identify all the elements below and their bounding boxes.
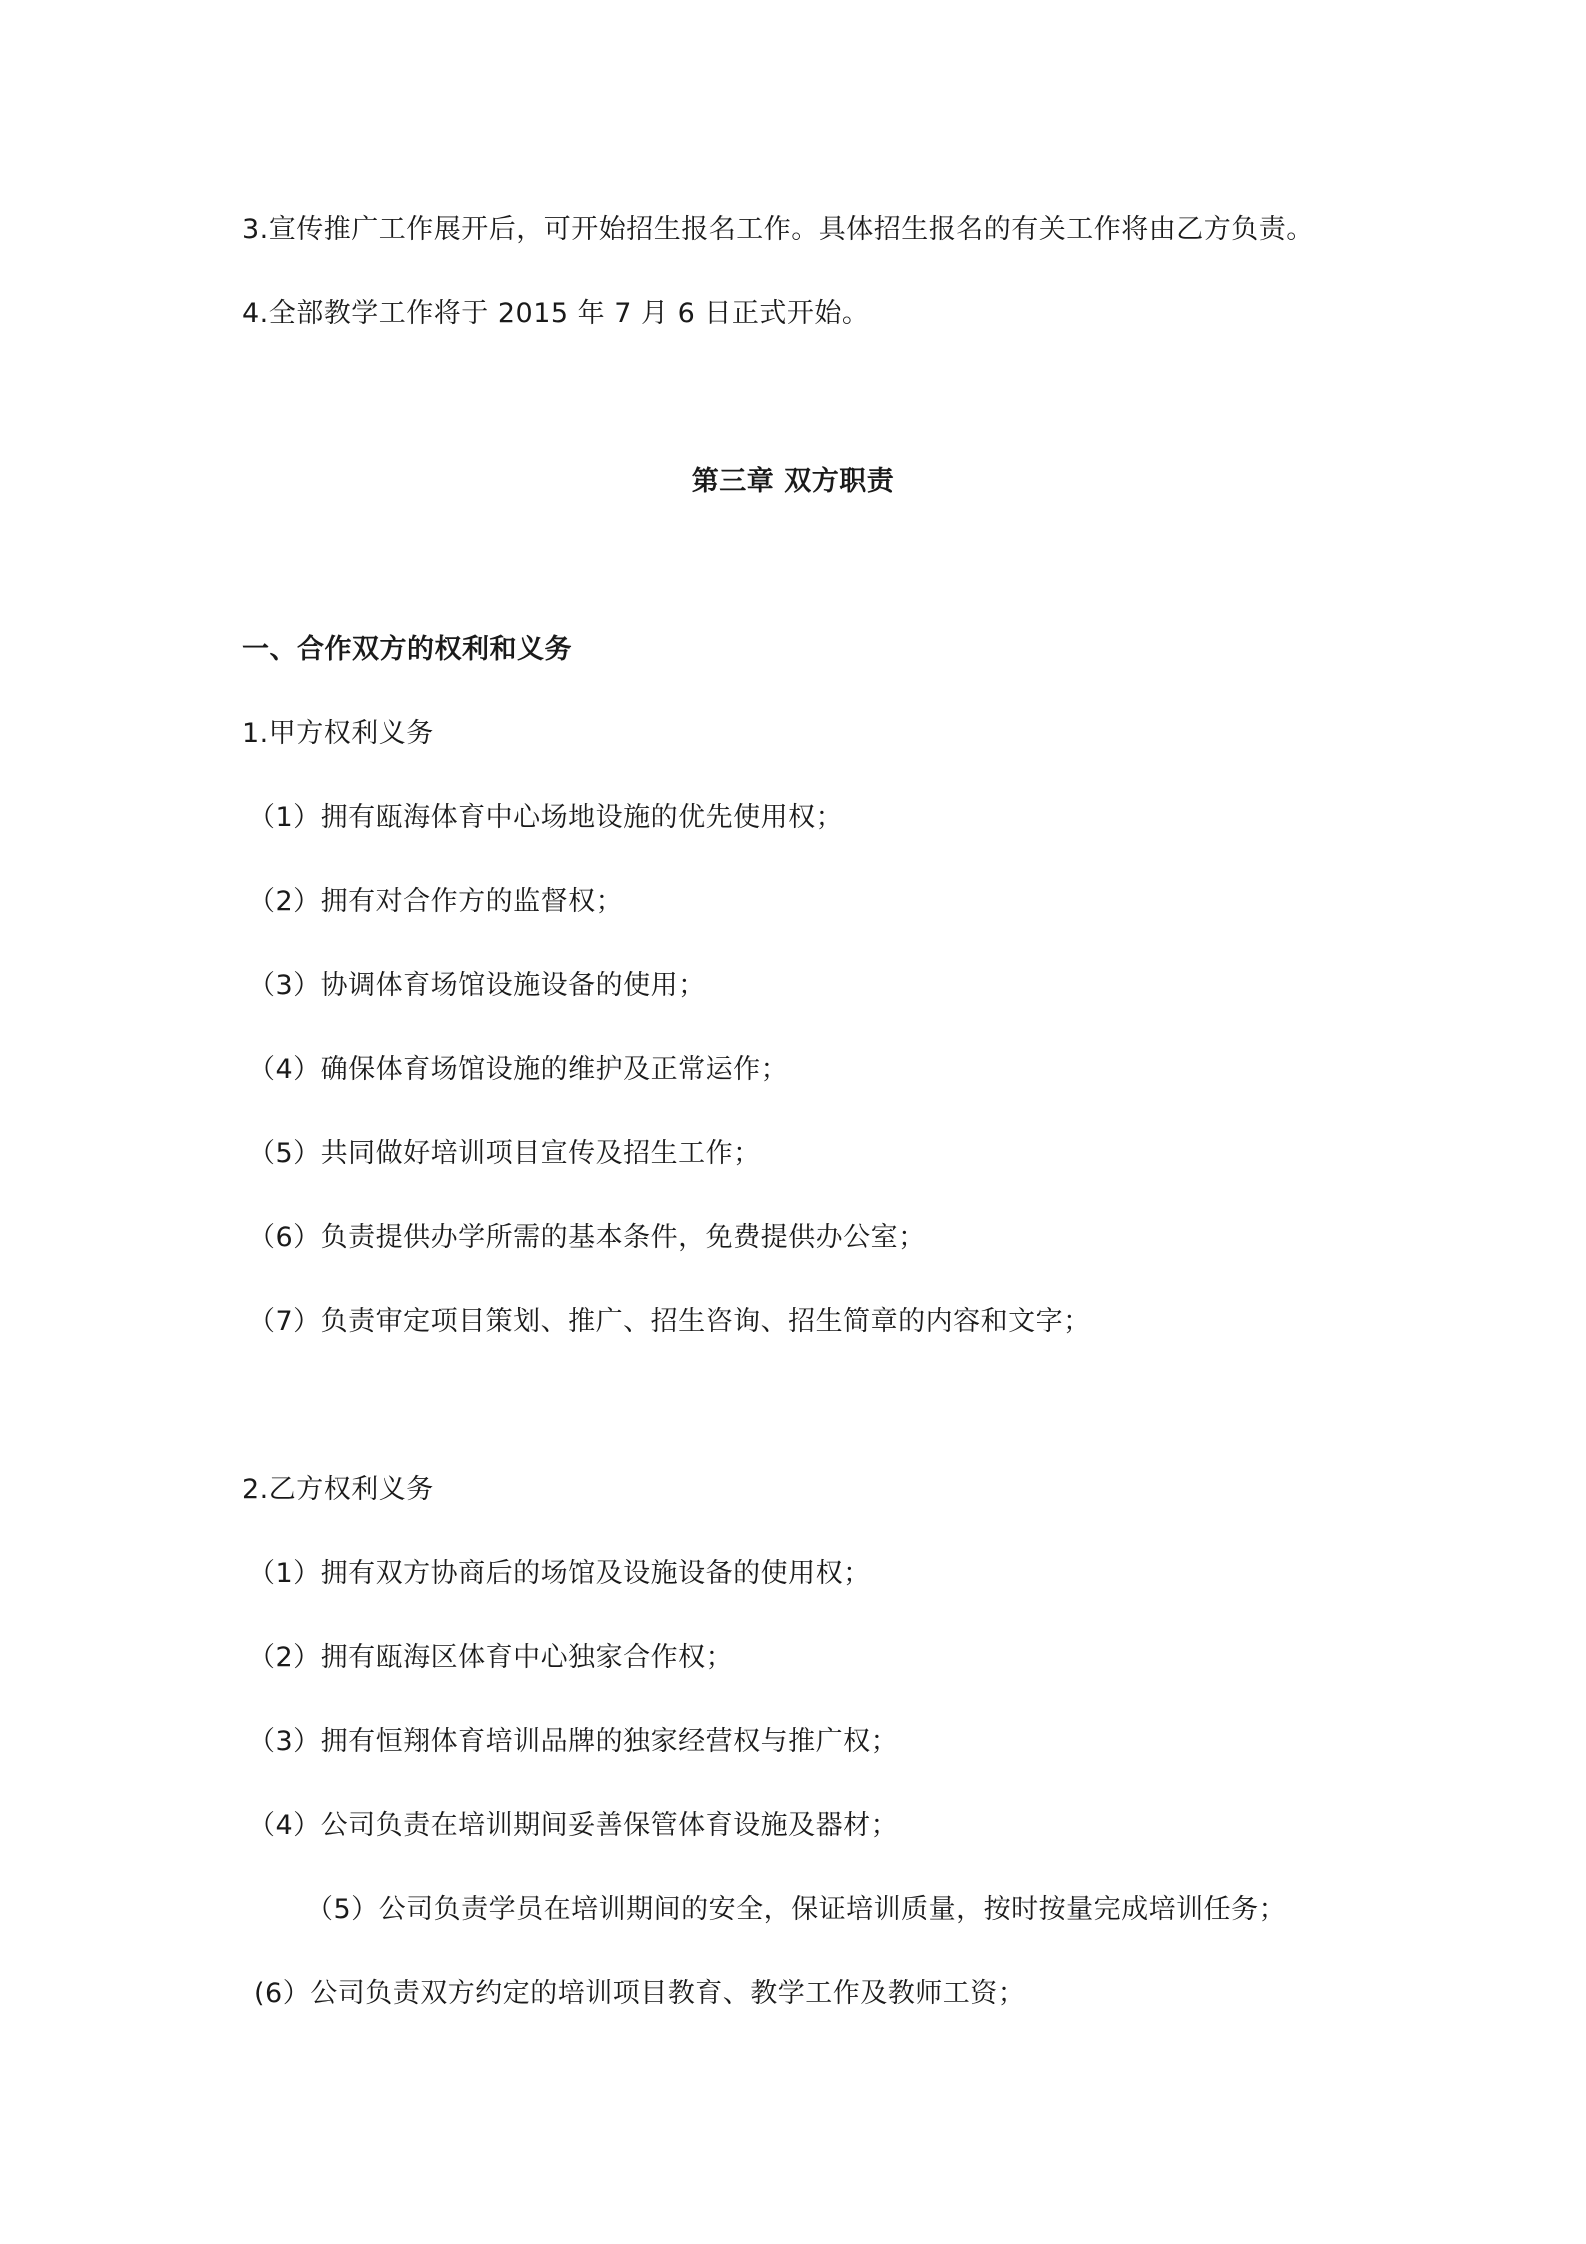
party-a-item-3: （3）协调体育场馆设施设备的使用； — [248, 970, 706, 1001]
party-a-item-6: （6）负责提供办学所需的基本条件，免费提供办公室； — [248, 1222, 926, 1253]
section-heading: 一、合作双方的权利和义务 — [242, 634, 572, 665]
chapter-title: 第三章 双方职责 — [691, 466, 895, 497]
party-a-item-4: （4）确保体育场馆设施的维护及正常运作； — [248, 1054, 789, 1085]
party-a-item-7: （7）负责审定项目策划、推广、招生咨询、招生简章的内容和文字； — [248, 1306, 1091, 1337]
party-b-item-4: （4）公司负责在培训期间妥善保管体育设施及器材； — [248, 1810, 899, 1841]
party-b-item-3: （3）拥有恒翔体育培训品牌的独家经营权与推广权； — [248, 1726, 899, 1757]
party-a-item-1: （1）拥有瓯海体育中心场地设施的优先使用权； — [248, 802, 844, 833]
party-b-heading: 2.乙方权利义务 — [242, 1474, 434, 1505]
party-a-item-5: （5）共同做好培训项目宣传及招生工作； — [248, 1138, 761, 1169]
paragraph-3: 3.宣传推广工作展开后，可开始招生报名工作。具体招生报名的有关工作将由乙方负责。 — [242, 214, 1314, 245]
party-b-item-6: (6）公司负责双方约定的培训项目教育、教学工作及教师工资； — [254, 1978, 1026, 2009]
party-a-heading: 1.甲方权利义务 — [242, 718, 434, 749]
party-b-item-2: （2）拥有瓯海区体育中心独家合作权； — [248, 1642, 734, 1673]
party-b-item-1: （1）拥有双方协商后的场馆及设施设备的使用权； — [248, 1558, 871, 1589]
party-b-item-5: （5）公司负责学员在培训期间的安全，保证培训质量，按时按量完成培训任务； — [306, 1894, 1287, 1925]
paragraph-4: 4.全部教学工作将于 2015 年 7 月 6 日正式开始。 — [242, 298, 870, 329]
party-a-item-2: （2）拥有对合作方的监督权； — [248, 886, 624, 917]
